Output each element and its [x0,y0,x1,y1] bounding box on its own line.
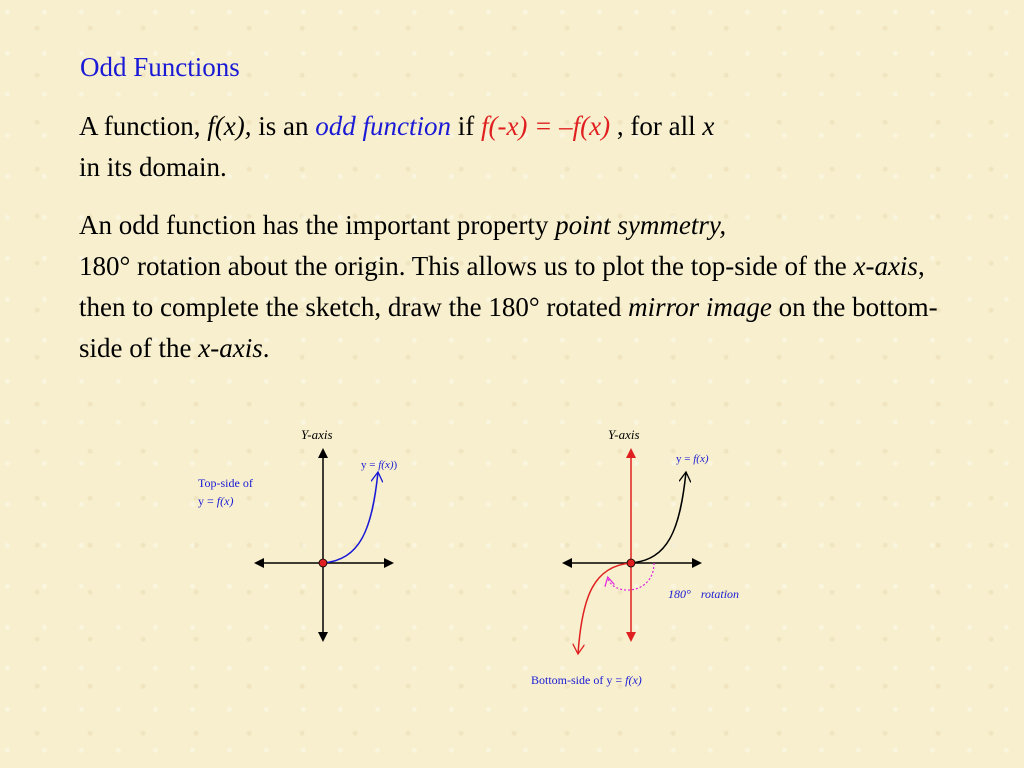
left-topside-label-2: y = f(x) [198,494,234,508]
left-curve [323,472,378,563]
def-text-3: if [450,111,481,141]
right-graph [531,427,739,687]
def-condition: f(-x) = –f(x) [480,111,611,141]
prop-text-1: An odd function has the important property [79,210,556,240]
left-yaxis-label: Y-axis [301,427,333,442]
def-text-1: A function, [79,111,208,141]
def-x: x [702,111,715,141]
prop-point-symmetry: point symmetry, [555,210,727,240]
slide-title: Odd Functions [80,52,240,82]
prop-x-axis-1: x-axis [853,251,918,281]
right-origin-point [627,559,635,567]
def-fx: f(x), [207,111,252,141]
def-text-2: is an [251,111,316,141]
rotation-label: 180° rotation [668,587,740,601]
left-curve-label: y = f(x)) [361,459,398,471]
prop-mirror-image: mirror image [628,292,772,322]
prop-text-5: . [262,333,270,363]
right-curve-bottom [578,563,631,654]
right-curve-label: y = f(x) [676,453,709,465]
prop-text-4: on the bottom-side of the [79,292,938,363]
right-curve-top [631,472,686,563]
bottom-side-label: Bottom-side of y = f(x) [531,673,642,687]
left-topside-label-1: Top-side of [198,476,253,490]
prop-text-2: 180° rotation about the origin. This allows us to plot the top-side of the [79,251,854,281]
left-graph [198,427,397,640]
right-yaxis-label: Y-axis [608,427,640,442]
def-text-4: , for all [610,111,703,141]
left-origin-point [319,559,327,567]
prop-text-3: , then to complete the sketch, draw the 180° rotated [79,251,925,322]
def-text-5: in its domain. [79,152,227,182]
def-odd-function: odd function [315,111,451,141]
prop-x-axis-2: x-axis [198,333,263,363]
